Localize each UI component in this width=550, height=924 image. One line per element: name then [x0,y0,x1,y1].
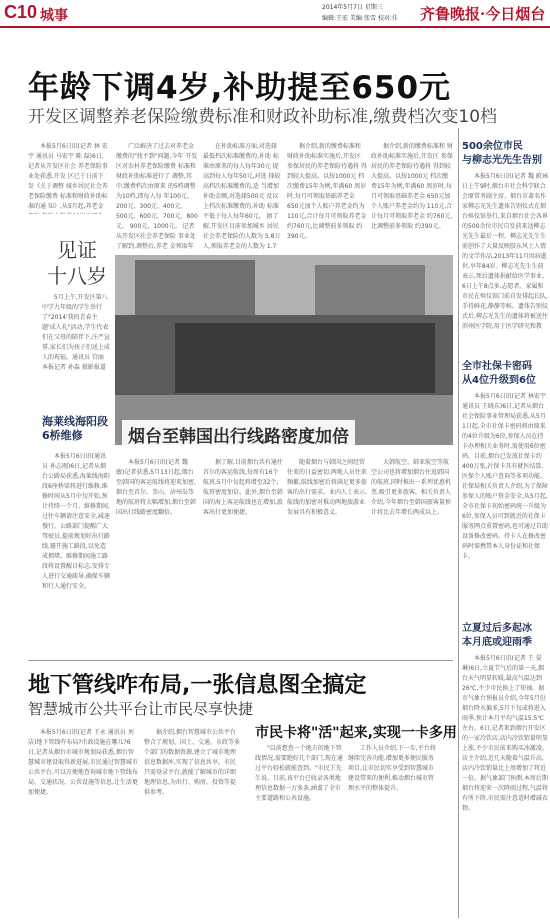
social-card-title: 全市社保卡密码 从4位升级到6位 [462,361,536,386]
main-headline: 年龄下调4岁,补助提至650元 [28,70,452,106]
korea-story-col4: 大韩航空、韩亚航空等航空公司也将增加烟台往返韩国的航班,同时推出一系列优惠机票,吸引更多旅客。相关负责人介绍,今年烟台至韩国旅客量预计将比去年增长两成以上。 [371,459,451,516]
coming-of-age-title: 见证 十八岁 [47,238,107,288]
farewell-title: 500余位市民 与柳志光先生告别 [462,141,542,166]
main-story-col2: 广泛解决了过去对养老金 缴费的"找不到"问题,今年 开发区对农村养老保险缴费 标准和财政补助标准进行了 调整,其中,缴费档次由原来 的5档调整为10档,即每人每 年100元、200元、300元、400元、 500元、600元、700元、800元、 900元、1000元。 记者从开发区社会养老保险 事业处了解到,调整后,养老 金领取年 [116,143,198,250]
social-card-body: 本报5月6日讯(记者 林宏宇 通讯员 王晓东)6日,记者从烟台社会保险事业管理局获悉,从5月1日起,全市社保卡密码将由原来的4位升级为6位,参保人员在持卡办理相关业务时,需使用6位密码。目前,烟台已发放社保卡约400万张,社保卡具有就医结算、医保个人账户查询等多项功能。社保局相关负责人介绍,为了保障参保人的账户资金安全,从5月起,全市社保卡初始密码统一升级为6位,参保人员可到就近的社保卡服务网点重置密码,也可通过自助设备修改密码。持卡人在修改密码时需携带本人身份证和社保卡。 [462,393,548,560]
issue-date: 2014年5月7日 星期三 [322,4,383,11]
road-repair-title: 海莱线海阳段 6桥维修 [42,415,108,442]
sidebar-divider [458,128,459,918]
page-number: C10 [4,2,38,22]
section-name: 城事 [40,8,68,24]
main-story-col5: 据介绍,新的缴费标准和 财政补助标准实施后,开发区 参保居民的养老保险待遇将 得到较大提高。以按1000元 档次缴费15年为例,年满60 周岁时,每月可领取基础养老金 650元加个人账户养老金约为 110元,合计每月可领取养老金 约760元,比调整前多领取 约390元。 [371,143,453,230]
farewell-body: 本报5月6日讯(记者 魏 蔚)6日上午9时,烟台市社会科学联合会原常务副主席、烟台市著名作家柳志光先生遗体告别仪式在烟台殡仪馆举行,来自烟台社会各界的500余位市民自发前来送柳志光先生最后一程。柳志光先生生前创作了大量反映胶东风土人情的文学作品,2013年11月因病逝世,享年84岁。柳志光先生生前表示,死后遗体捐献给医学事业。6日上午8点多,志愿者、家属和市民在殡仪馆门前自发排起长队,手持鲜花,静静等候。遗体告别仪式后,柳志光先生的遗体将被送往滨州医学院,用于医学研究和教 [462,173,548,330]
road-repair-body: 本报5月6日讯(通讯员 孙志刚)6日,记者从烟台公路局获悉,海莱线海阳段6座桥梁将进行维修,维修时间从5月中旬开始,预计持续一个月。维修期间,过往车辆请注意安全,减速慢行。公路部门提醒广大驾驶员,提前规划好出行路线,避开施工路段,以免造成拥堵。维修期间施工路段将设置醒目标志,安排专人进行交通疏导,确保车辆和行人通行安全。 [42,453,110,590]
summer-title: 立夏过后多起冰 本月底或迎雨季 [462,623,532,648]
main-story-col3: 在补助标准方面,对选择 最低档次标准缴费的,补助 标准由原来的每人每年30元 提高到每人每年50元,对选 择较高档次标准缴费的,适 当增加补助金额,对选择500元 及以上档次标准缴费的,补助 标准不低于每人每年60元。 据了解,开发区目前参加城乡 居民社会养老保险的人数为 5.8万人,领取养老金的人数为 1.7 [203,143,281,250]
map-story-col1: 本报5月6日讯(记者 王永 通讯员 刘洁)地下管线咋布局?市政设施在哪儿?6日,记者从烟台市城市规划局获悉,烟台智慧城市建设取得新进展,市民通过智慧城市公共平台,可以方便地查询城市地下管线布局、交通状况、公共设施等信息,让生活更加便捷。 [28,729,138,796]
section-divider [28,660,453,661]
citizen-card-title: 市民卡将"活"起来,实现一卡多用 [255,725,457,741]
map-story-col2: 据介绍,烟台智慧城市公共平台整合了规划、国土、交通、市政等多个部门的数据资源,建立了城市地理信息数据库,实现了信息共享。市民只需登录平台,就能了解城市的详细地理信息,为出行、购房、投资等提供参考。 [144,729,240,796]
main-story-col1: 本报5月6日讯(记者 林 宏宇 通讯员 马宏宇 陈 磊)6日,记者从开发区社会 养老保险事业处获悉,开发 区已于日前下发《关于调整 城乡居民社会养老保险缴费 标准和财政补助标准的通 知》,从5月起,养老金 [28,143,108,210]
main-subheadline: 开发区调整养老保险缴费标准和财政补助标准,缴费档次变10档 [28,107,498,127]
map-story-col3: "以前想查一个地方的地下管线情况,需要跑好几个部门,现在通过平台轻松就能查到。"市民王先生说。目前,该平台已收录各类地理信息数据一万多条,涵盖了全市主要道路和公共设施。 [255,745,343,802]
map-story-subhead: 智慧城市公共平台让市民尽享快捷 [28,700,254,718]
ceremony-photo-graphic [115,255,453,445]
coming-of-age-caption: 5月上午,开发区第八中学九年级的学生举行了"2014'我的青春主题'成人礼"活动,学生代表们在父母的陪伴下,庄严宣誓,家长们为孩子们送上成人的祝福。通讯员 宫丽 本报记者 孙淼 摄影报道 [42,294,110,371]
summer-body: 本报5月6日讯(记者 王 晏 琳)6日,立夏节气后的第一天,烟台天气明显转暖,最高气温达到26℃,不少市民换上了短袖。据市气象台预报员介绍,今年5月份烟台降水偏多,5月下旬或将进入雨季,预计本月平均气温15.5℃左右。6日,记者来到烟台开发区的一家冷饮店,店内冷饮销量明显上涨,不少市民前来购买冰激凌。店主介绍,近几天随着气温升高,店内冷饮销量比上周增加了将近一倍。据气象部门预测,本周后期烟台将迎来一次降雨过程,气温将有所下降,市民需注意适时增减衣物。 [462,655,548,812]
editors-line: 编辑:王宏 美编:张雪 校对:佳 [322,15,398,22]
ceremony-photo [115,255,453,445]
korea-story-col3: 随着烟台与韩国之间经贸往来的日益密切,两地人员往来频繁,航线加密后将满足更多旅客的出行需求。业内人士表示,航线的加密对推动两地旅游业发展具有积极意义。 [287,459,367,516]
korea-story-col1: 本报5月6日讯(记者 魏 敏)记者获悉,5月13日起,烟台至韩国的客运航线将迎来加密,烟台至首尔、釜山、济州岛等地的航班将大幅增加,烟台至韩国出行线路密度翻倍。 [116,459,196,516]
korea-story-col2: 据了解,目前烟台共有通往首尔的客运航线,每周有16个航班,5月中旬起将增至32个,航班密度加倍。此外,烟台至韩国的海上客运航线也在增加,旅客出行更加便捷。 [203,459,283,516]
map-story-headline: 地下管线咋布局,一张信息图全搞定 [28,673,367,698]
map-story-col4: 工作人员介绍,下一步,平台将继续完善功能,增加更多便民服务项目,让市民切实享受到智慧城市建设带来的便利,推动烟台城市管理水平的整体提升。 [348,745,436,792]
main-story-col4: 据介绍,新的缴费标准和 财政补助标准实施后,开发区 参保居民的养老保险待遇将 得到较大提高。以按1000元 档次缴费15年为例,年满60 周岁时,每月可领取基础养老金 650元加个人账户养老金约为 110元,合计每月可领取养老金 约760元,比调整前多领取 约390元。 [287,143,367,240]
korea-route-headline: 烟台至韩国出行线路密度加倍 [122,420,355,449]
newspaper-masthead: 齐鲁晚报·今日烟台 [420,5,546,23]
